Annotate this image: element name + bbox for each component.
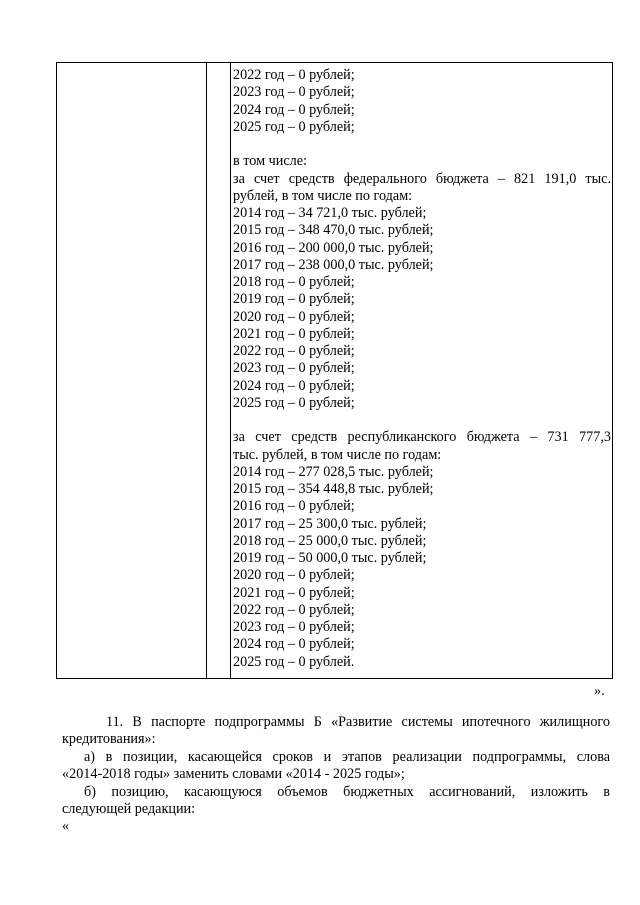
federal-year-line: 2023 год – 0 рублей; — [233, 360, 355, 377]
including-label: в том числе: — [233, 153, 307, 170]
federal-year-line: 2018 год – 0 рублей; — [233, 274, 355, 290]
federal-year-line: 2020 год – 0 рублей; — [233, 308, 355, 325]
republic-year-line: 2025 год – 0 рублей. — [233, 653, 355, 670]
table-cell-allocations — [233, 67, 611, 671]
paragraph-b-line: б) позицию, касающуюся объемов бюджетных ассигнований, изложить в — [84, 783, 610, 800]
year-line: 2024 год – 0 рублей; — [233, 101, 355, 118]
republic-year-line: 2020 год – 0 рублей; — [233, 567, 355, 584]
republic-year-line: 2022 год – 0 рублей; — [233, 601, 355, 618]
republic-year-line: 2021 год – 0 рублей; — [233, 584, 355, 601]
opening-quote: « — [62, 818, 70, 835]
federal-year-line: 2021 год – 0 рублей; — [233, 325, 355, 342]
federal-year-line: 2022 год – 0 рублей; — [233, 343, 355, 359]
republic-year-line: 2019 год – 50 000,0 тыс. рублей; — [233, 550, 427, 566]
year-line: 2025 год – 0 рублей; — [233, 118, 355, 135]
table-column-divider — [206, 63, 207, 678]
republic-year-line: 2016 год – 0 рублей; — [233, 498, 355, 515]
federal-year-line: 2017 год – 238 000,0 тыс. рублей; — [233, 256, 434, 273]
federal-year-line: 2019 год – 0 рублей; — [233, 291, 355, 308]
republic-budget-line: тыс. рублей, в том числе по годам: — [233, 446, 442, 463]
republic-year-line: 2015 год – 354 448,8 тыс. рублей; — [233, 481, 434, 497]
year-line: 2023 год – 0 рублей; — [233, 84, 355, 101]
closing-quote: ». — [594, 683, 605, 699]
republic-budget-line: за счет средств республиканского бюджета – 731 777,3 — [233, 429, 611, 446]
paragraph-11-line: 11. В паспорте подпрограммы Б «Развитие системы ипотечного жилищного — [106, 714, 610, 730]
federal-year-line: 2014 год – 34 721,0 тыс. рублей; — [233, 205, 427, 221]
federal-budget-line: рублей, в том числе по годам: — [233, 187, 413, 204]
paragraph-a-line: «2014-2018 годы» заменить словами «2014 - 2025 годы»; — [62, 766, 405, 783]
paragraph-11-line: кредитования»: — [62, 731, 156, 748]
federal-year-line: 2025 год – 0 рублей; — [233, 394, 355, 411]
budget-table — [56, 62, 613, 679]
republic-year-line: 2017 год – 25 300,0 тыс. рублей; — [233, 515, 427, 532]
federal-year-line: 2016 год – 200 000,0 тыс. рублей; — [233, 239, 434, 256]
amendment-text — [62, 714, 610, 836]
paragraph-a-line: а) в позиции, касающейся сроков и этапов реализации подпрограммы, слова — [84, 748, 610, 765]
paragraph-b-line: следующей редакции: — [62, 800, 196, 817]
federal-year-line: 2015 год – 348 470,0 тыс. рублей; — [233, 222, 434, 239]
republic-year-line: 2014 год – 277 028,5 тыс. рублей; — [233, 463, 434, 480]
federal-year-line: 2024 год – 0 рублей; — [233, 377, 355, 394]
table-column-divider — [230, 63, 231, 678]
republic-year-line: 2018 год – 25 000,0 тыс. рублей; — [233, 532, 427, 549]
republic-year-line: 2024 год – 0 рублей; — [233, 636, 355, 653]
year-line: 2022 год – 0 рублей; — [233, 67, 355, 83]
republic-year-line: 2023 год – 0 рублей; — [233, 619, 355, 635]
federal-budget-line: за счет средств федерального бюджета – 821 191,0 тыс. — [233, 170, 611, 187]
